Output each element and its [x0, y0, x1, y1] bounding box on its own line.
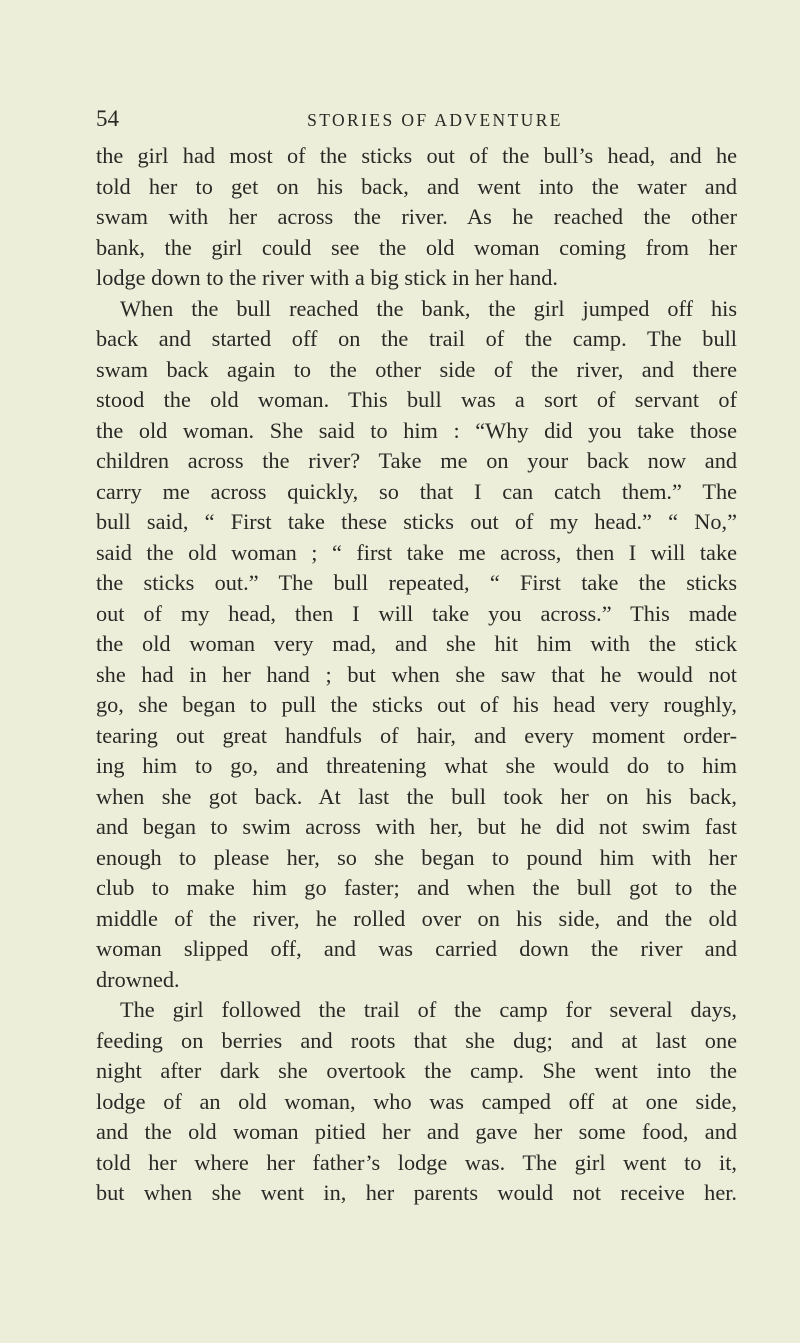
- running-head: STORIES OF ADVENTURE: [307, 110, 563, 130]
- text-line: go, she began to pull the sticks out of his head very roughly,: [96, 692, 737, 717]
- text-line: the old woman. She said to him : “Why did you take those: [96, 417, 737, 443]
- text-line: feeding on berries and roots that she dug; and at last one: [96, 1027, 737, 1053]
- text-line: back and started off on the trail of the camp. The bull: [96, 326, 737, 351]
- text-line: bull said, “ First take these sticks out of my head.” “ No,”: [96, 509, 737, 534]
- text-line: told her to get on his back, and went into the water and: [96, 173, 737, 199]
- text-line: ing him to go, and threatening what she would do to him: [96, 753, 737, 778]
- text-line: night after dark she overtook the camp. She went into the: [96, 1058, 737, 1083]
- text-line: carry me across quickly, so that I can catch them.” The: [96, 478, 737, 504]
- text-line: club to make him go faster; and when the bull got to the: [96, 875, 737, 900]
- text-line: but when she went in, her parents would not receive her.: [96, 1180, 737, 1205]
- text-line: children across the river? Take me on your back now and: [96, 448, 737, 473]
- text-line: tearing out great handfuls of hair, and every moment order-: [96, 722, 737, 748]
- text-line: and the old woman pitied her and gave her some food, and: [96, 1119, 737, 1144]
- page-header: [96, 104, 736, 134]
- text-line: and began to swim across with her, but he did not swim fast: [96, 814, 737, 839]
- text-line: told her where her father’s lodge was. The girl went to it,: [96, 1149, 737, 1175]
- text-line: lodge down to the river with a big stick in her hand.: [96, 265, 558, 290]
- text-line: the sticks out.” The bull repeated, “ First take the sticks: [96, 570, 737, 595]
- text-line: swam with her across the river. As he reached the other: [96, 204, 737, 229]
- text-line: middle of the river, he rolled over on his side, and the old: [96, 905, 737, 931]
- body-text: [96, 141, 737, 1209]
- text-line: out of my head, then I will take you across.” This made: [96, 600, 737, 626]
- text-line: drowned.: [96, 966, 180, 992]
- text-line: she had in her hand ; but when she saw that he would not: [96, 661, 737, 687]
- text-line: bank, the girl could see the old woman coming from her: [96, 234, 737, 260]
- text-line: the old woman very mad, and she hit him with the stick: [96, 631, 737, 656]
- text-line: stood the old woman. This bull was a sort of servant of: [96, 387, 737, 412]
- text-line: lodge of an old woman, who was camped off at one side,: [96, 1088, 737, 1114]
- text-line: When the bull reached the bank, the girl jumped off his: [120, 295, 737, 321]
- text-line: The girl followed the trail of the camp for several days,: [120, 997, 737, 1022]
- text-line: when she got back. At last the bull took her on his back,: [96, 783, 737, 809]
- text-line: enough to please her, so she began to pound him with her: [96, 844, 737, 870]
- page-number: 54: [96, 106, 119, 131]
- text-line: the girl had most of the sticks out of the bull’s head, and he: [96, 143, 737, 168]
- text-line: swam back again to the other side of the river, and there: [96, 356, 737, 382]
- text-line: woman slipped off, and was carried down the river and: [96, 936, 737, 961]
- text-line: said the old woman ; “ first take me across, then I will take: [96, 539, 737, 565]
